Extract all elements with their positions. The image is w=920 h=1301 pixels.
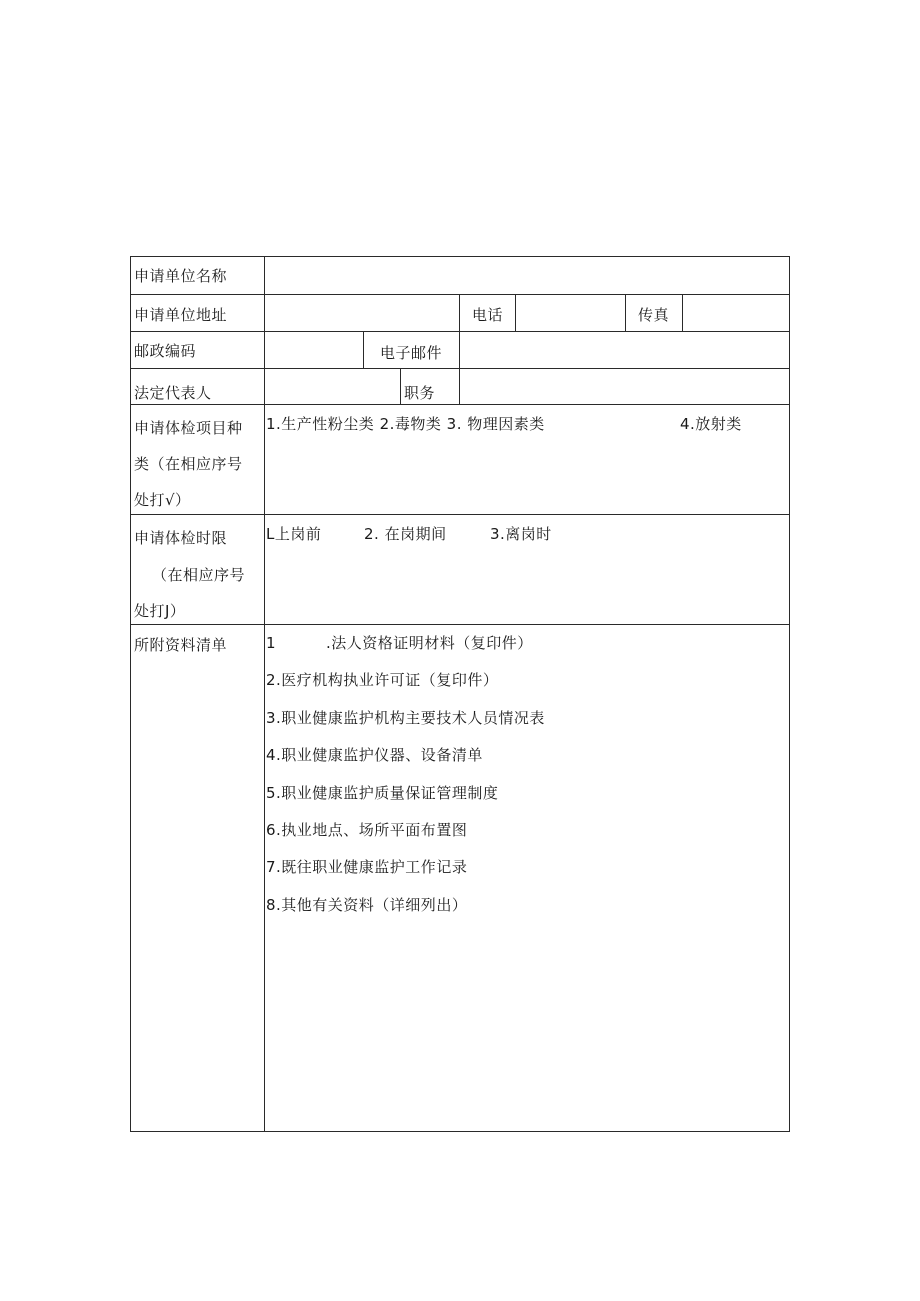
exam-period-option-1[interactable]: L上岗前: [266, 525, 322, 543]
cell-divider: [400, 368, 401, 404]
unit-address-field[interactable]: [266, 296, 458, 330]
row-divider: [130, 368, 790, 369]
cell-divider: [515, 294, 516, 331]
row-divider: [130, 331, 790, 332]
position-field[interactable]: [461, 370, 788, 403]
exam-period-label-line2: （在相应序号: [152, 566, 246, 584]
attachment-item: 6.执业地点、场所平面布置图: [266, 821, 468, 839]
attachment-item-1-text: .法人资格证明材料（复印件）: [326, 634, 533, 652]
label-column-divider: [264, 256, 265, 1132]
exam-period-option-2[interactable]: 2. 在岗期间: [364, 525, 447, 543]
phone-field[interactable]: [517, 296, 624, 330]
unit-address-label: 申请单位地址: [134, 306, 228, 324]
exam-type-options[interactable]: 1.生产性粉尘类 2.毒物类 3. 物理因素类: [266, 415, 545, 433]
table-border-bottom: [130, 1131, 790, 1132]
row-divider: [130, 514, 790, 515]
phone-label: 电话: [472, 306, 504, 324]
attachment-item: 2.医疗机构执业许可证（复印件）: [266, 671, 499, 689]
table-border-right: [789, 256, 790, 1132]
unit-name-field[interactable]: [266, 258, 788, 293]
table-border-top: [130, 256, 790, 257]
attachment-item: 8.其他有关资料（详细列出）: [266, 896, 468, 914]
exam-period-label-line3: 处打J）: [134, 602, 186, 620]
exam-type-label-line2: 类（在相应序号: [134, 455, 243, 473]
attachments-label: 所附资料清单: [134, 636, 228, 654]
row-divider: [130, 624, 790, 625]
legal-rep-label: 法定代表人: [134, 384, 212, 402]
cell-divider: [363, 331, 364, 368]
attachment-item-1-number: 1: [266, 634, 277, 652]
cell-divider: [625, 294, 626, 331]
row-divider: [130, 294, 790, 295]
cell-divider: [682, 294, 683, 331]
fax-field[interactable]: [684, 296, 788, 330]
attachment-item: 5.职业健康监护质量保证管理制度: [266, 784, 499, 802]
attachments-notes-area[interactable]: [266, 928, 788, 1128]
email-field[interactable]: [461, 333, 788, 367]
legal-rep-field[interactable]: [266, 370, 399, 403]
exam-type-option-4[interactable]: 4.放射类: [680, 415, 742, 433]
attachment-item: 7.既往职业健康监护工作记录: [266, 858, 468, 876]
unit-name-label: 申请单位名称: [134, 267, 228, 285]
cell-divider: [459, 294, 460, 331]
attachment-item: 3.职业健康监护机构主要技术人员情况表: [266, 709, 545, 727]
table-border-left: [130, 256, 131, 1132]
exam-type-label-line3: 处打√）: [134, 491, 191, 509]
exam-period-option-3[interactable]: 3.离岗时: [490, 525, 552, 543]
postcode-label: 邮政编码: [134, 342, 197, 360]
cell-divider: [459, 331, 460, 368]
fax-label: 传真: [638, 306, 670, 324]
attachment-item: 4.职业健康监护仪器、设备清单: [266, 746, 483, 764]
exam-period-label-line1: 申请体检时限: [134, 529, 228, 547]
position-label: 职务: [404, 384, 436, 402]
row-divider: [130, 404, 790, 405]
postcode-field[interactable]: [266, 333, 362, 367]
exam-type-label-line1: 申请体检项目种: [134, 419, 243, 437]
application-form: [130, 256, 790, 1132]
cell-divider: [459, 368, 460, 404]
email-label: 电子邮件: [380, 344, 443, 362]
